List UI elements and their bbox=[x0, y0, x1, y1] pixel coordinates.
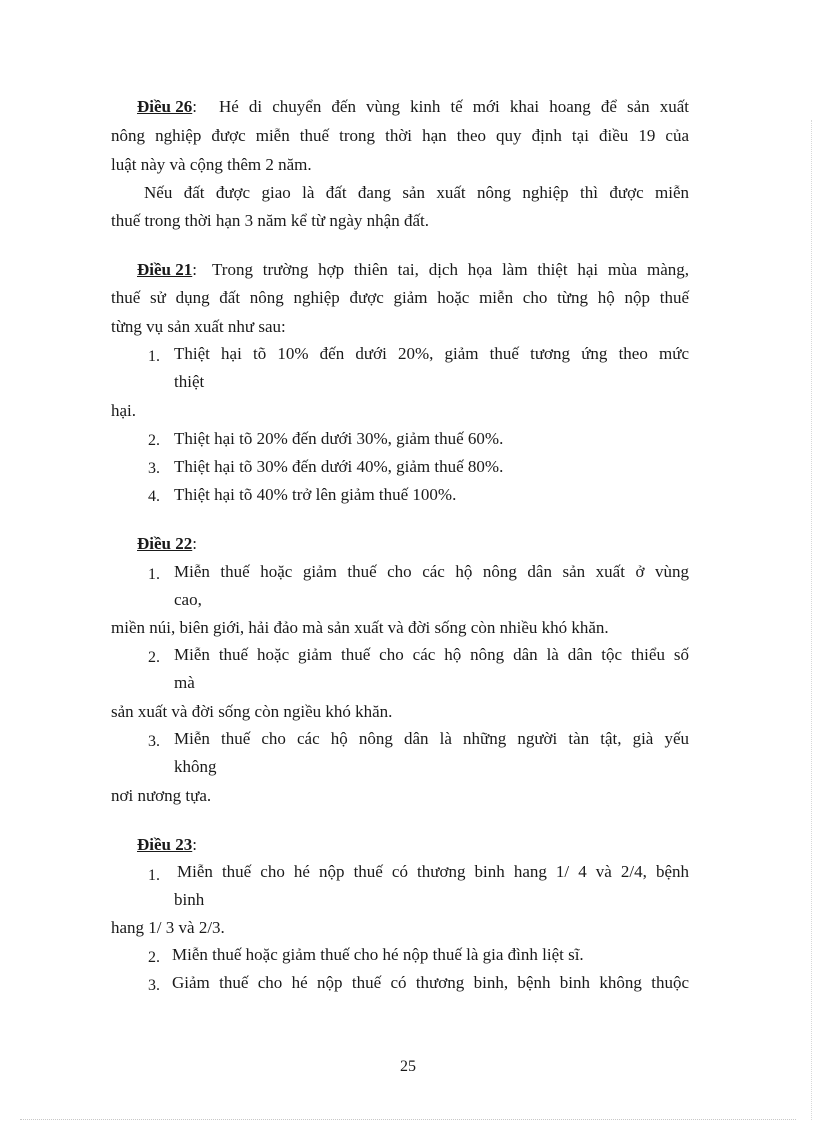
list-number: 3. bbox=[148, 460, 160, 477]
list-item-continuation: cao, bbox=[174, 590, 202, 609]
list-item-text: Miễn thuế cho các hộ nông dân là những người tàn tật, già yếu bbox=[174, 729, 689, 748]
article-26-line-2: nông nghiệp được miễn thuế trong thời hạn theo quy định tại điều 19 của bbox=[111, 126, 689, 145]
list-item-text: Thiệt hại tõ 40% trở lên giảm thuế 100%. bbox=[174, 485, 457, 504]
list-item-text: Miễn thuế hoặc giảm thuế cho các hộ nông dân sản xuất ở vùng bbox=[174, 562, 689, 581]
list-item-wrap: hang 1/ 3 và 2/3. bbox=[111, 918, 225, 937]
list-item-continuation: không bbox=[174, 757, 217, 776]
article-22-heading: Điều 22: bbox=[137, 534, 197, 553]
list-number: 1. bbox=[148, 867, 160, 884]
list-item-text: Giảm thuế cho hé nộp thuế có thương binh, bệnh binh không thuộc bbox=[172, 973, 689, 992]
page-right-edge bbox=[811, 120, 812, 1120]
list-number: 3. bbox=[148, 733, 160, 750]
list-item-text: Miễn thuế cho hé nộp thuế có thương binh hang 1/ 4 và 2/4, bệnh bbox=[177, 862, 689, 881]
article-26-line-5: thuế trong thời hạn 3 năm kể từ ngày nhận đất. bbox=[111, 211, 429, 230]
list-item-wrap: nơi nương tựa. bbox=[111, 786, 212, 805]
list-number: 3. bbox=[148, 977, 160, 994]
list-item-continuation: binh bbox=[174, 890, 205, 909]
article-21-line-3: từng vụ sản xuất như sau: bbox=[111, 317, 286, 336]
article-26-line-3: luật này và cộng thêm 2 năm. bbox=[111, 155, 312, 174]
article-21-line-2: thuế sử dụng đất nông nghiệp được giảm hoặc miễn cho từng hộ nộp thuế bbox=[111, 288, 689, 307]
article-26-heading: Điều 26: bbox=[137, 97, 197, 116]
page-bottom-edge bbox=[20, 1119, 796, 1120]
list-number: 2. bbox=[148, 432, 160, 449]
page-number: 25 bbox=[400, 1058, 416, 1075]
list-item-continuation: thiệt bbox=[174, 372, 205, 391]
list-item-continuation: mà bbox=[174, 673, 195, 692]
list-number: 4. bbox=[148, 488, 160, 505]
list-item-text: Thiệt hại tõ 10% đến dưới 20%, giảm thuế tương ứng theo mức bbox=[174, 344, 689, 363]
article-21-heading: Điều 21: bbox=[137, 260, 197, 279]
list-item-text: Thiệt hại tõ 20% đến dưới 30%, giảm thuế 60%. bbox=[174, 429, 504, 448]
article-21-line-1: Trong trường hợp thiên tai, dịch họa làm thiệt hại mùa màng, bbox=[212, 260, 689, 279]
list-number: 1. bbox=[148, 566, 160, 583]
list-number: 1. bbox=[148, 348, 160, 365]
article-26-line-4: Nếu đất được giao là đất đang sản xuất nông nghiệp thì được miễn bbox=[144, 183, 689, 202]
list-number: 2. bbox=[148, 949, 160, 966]
list-item-wrap: sản xuất và đời sống còn ngiều khó khăn. bbox=[111, 702, 393, 721]
list-item-text: Miễn thuế hoặc giảm thuế cho các hộ nông dân là dân tộc thiểu số bbox=[174, 645, 689, 664]
list-item-text: Thiệt hại tõ 30% đến dưới 40%, giảm thuế 80%. bbox=[174, 457, 504, 476]
list-item-wrap: hại. bbox=[111, 401, 137, 420]
list-number: 2. bbox=[148, 649, 160, 666]
list-item-text: Miễn thuế hoặc giảm thuế cho hé nộp thuế là gia đình liệt sĩ. bbox=[172, 945, 584, 964]
list-item-wrap: miền núi, biên giới, hải đảo mà sản xuất và đời sống còn nhiều khó khăn. bbox=[111, 618, 609, 637]
article-26-line-1: Hé di chuyển đến vùng kinh tế mới khai hoang để sản xuất bbox=[219, 97, 689, 116]
article-23-heading: Điều 23: bbox=[137, 835, 197, 854]
